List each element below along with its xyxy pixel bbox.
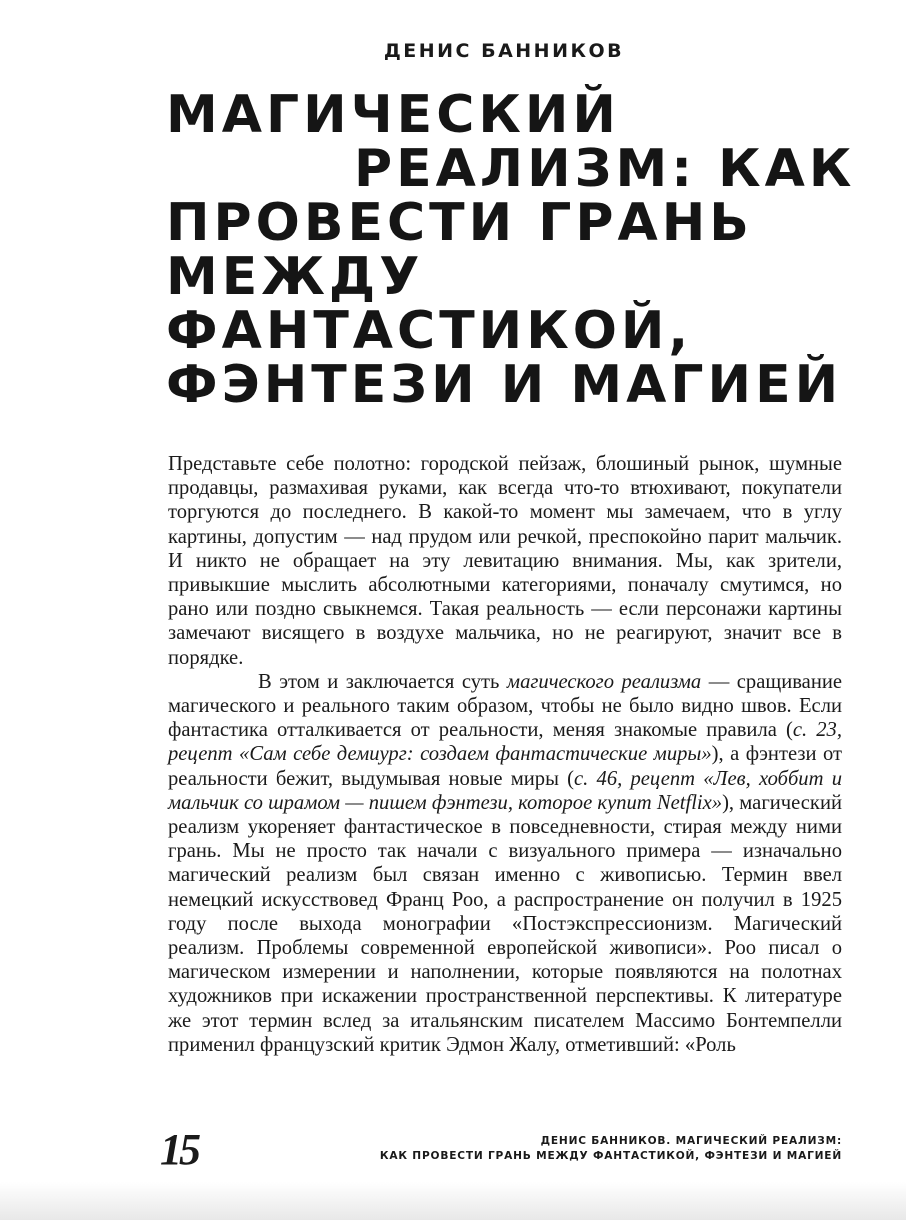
page-number: 15 [160, 1125, 198, 1174]
text-run: В этом и заключается суть [258, 670, 507, 693]
title-line: ПРОВЕСТИ ГРАНЬ [166, 193, 753, 253]
running-footer-line: ДЕНИС БАННИКОВ. МАГИЧЕСКИЙ РЕАЛИЗМ: [540, 1135, 842, 1147]
text-run: ), магический реализм укореняет фантастическое в повседневности, стирая между ними грань. Мы не просто так начали с визуального примера — изначально магический реализм был связан именно с живописью. Термин ввел немецкий искусствовед Франц Роо, а распространение он получил в 1925 году после выхода монографии «Постэкспрессионизм. Магический реализм. Проблемы современной европейской живописи». Роо писал о магическом измерении и наполнении, которые появляются на полотнах художников при искажении пространственной перспективы. К литературе же этот термин вслед за итальянским писателем Массимо Бонтемпелли применил французский критик Эдмон Жалу, отметивший: «Роль [168, 791, 842, 1056]
chapter-title [166, 85, 866, 415]
emphasis-term: магического реализма [506, 670, 702, 693]
body-text [168, 452, 842, 1057]
title-line: МЕЖДУ [166, 247, 424, 307]
running-footer-line: КАК ПРОВЕСТИ ГРАНЬ МЕЖДУ ФАНТАСТИКОЙ, ФЭНТЕЗИ И МАГИЕЙ [379, 1150, 842, 1162]
title-line: МАГИЧЕСКИЙ [166, 85, 620, 145]
title-line: РЕАЛИЗМ: КАК [354, 139, 856, 199]
page-edge-shadow [0, 1182, 906, 1220]
title-line: ФАНТАСТИКОЙ, [166, 301, 693, 361]
title-line: ФЭНТЕЗИ И МАГИЕЙ [166, 355, 843, 415]
text-run: ), а фэнтези от реальности бежит, выдумывая новые миры ( [168, 743, 842, 790]
paragraph: Представьте себе полотно: городской пейзаж, блошиный рынок, шумные продавцы, размахивая руками, как всегда что-то втюхивают, покупатели торгуются до последнего. В какой-то момент мы замечаем, что в углу картины, допустим — над прудом или речкой, преспокойно парит мальчик. И никто не обращает на эту левитацию внимания. Мы, как зрители, привыкшие мыслить абсолютными категориями, поначалу смутимся, но рано или поздно свыкнемся. Такая реальность — если персонажи картины замечают висящего в воздухе мальчика, но не реагируют, значит все в порядке. [168, 453, 842, 669]
running-footer [380, 1134, 842, 1164]
cross-reference: с. 46, рецепт «Лев, хоббит и мальчик со шрамом — пишем фэнтези, которое купит Netflix» [168, 767, 842, 814]
cross-reference: с. 23, рецепт «Сам себе демиург: создаем фантастические миры» [168, 719, 842, 766]
author-name: ДЕНИС БАННИКОВ [383, 40, 625, 62]
text-run: — сращивание магического и реального таким образом, чтобы не было видно швов. Если фантастика отталкивается от реальности, меняя знакомые правила ( [168, 670, 843, 742]
paragraph [168, 670, 842, 1057]
